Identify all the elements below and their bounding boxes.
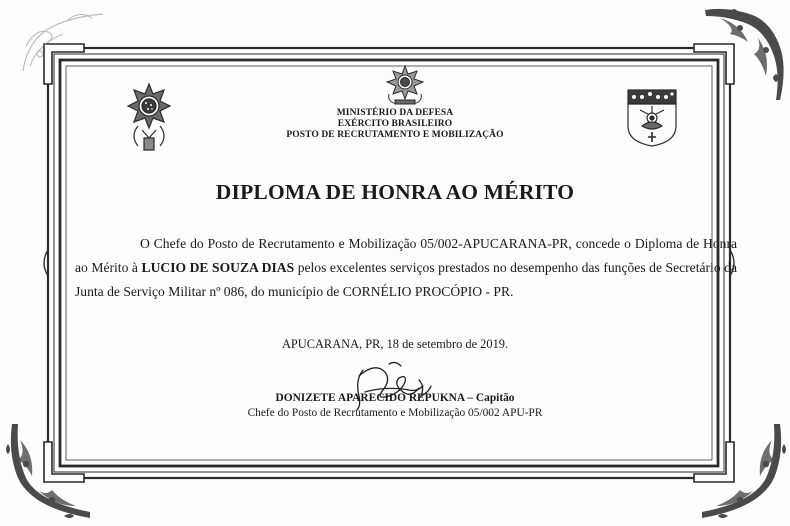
body-text-part1: O Chefe do Posto de Recrutamento e Mobilização 05/002-APUCARANA-PR, concede o Diploma de Honra ao Mérito à — [75, 236, 737, 275]
ornament-bottom-right-icon — [694, 420, 788, 524]
recipient-name: LUCIO DE SOUZA DIAS — [141, 260, 295, 275]
signer-role: Chefe do Posto de Recrutamento e Mobilização 05/002 APU-PR — [247, 407, 543, 419]
body-text-part2: pelos excelentes serviços prestados no desempenho das funções de Secretário da Junta de Serviço Militar nº 086, do município de CORNÉLIO PROCÓPIO - PR. — [75, 260, 737, 299]
diploma-title: DIPLOMA DE HONRA AO MÉRITO — [215, 180, 575, 204]
header-army: EXÉRCITO BRASILEIRO — [337, 119, 453, 129]
header-post: POSTO DE RECRUTAMENTO E MOBILIZAÇÃO — [286, 130, 504, 140]
diploma-body — [75, 232, 737, 304]
body-paragraph — [75, 232, 737, 304]
ornament-top-left-icon — [18, 6, 108, 76]
signer-name-rank: DONIZETE APARECIDO REPUKNA – Capitão — [275, 392, 515, 404]
ornament-top-right-icon — [700, 4, 788, 104]
date-line: APUCARANA, PR, 18 de setembro de 2019. — [281, 337, 509, 351]
issuer-header — [0, 108, 790, 141]
ornament-bottom-left-icon — [4, 420, 96, 524]
coat-of-arms-icon — [383, 64, 427, 106]
signer-block — [0, 391, 790, 421]
header-ministry: MINISTÉRIO DA DEFESA — [336, 108, 454, 118]
